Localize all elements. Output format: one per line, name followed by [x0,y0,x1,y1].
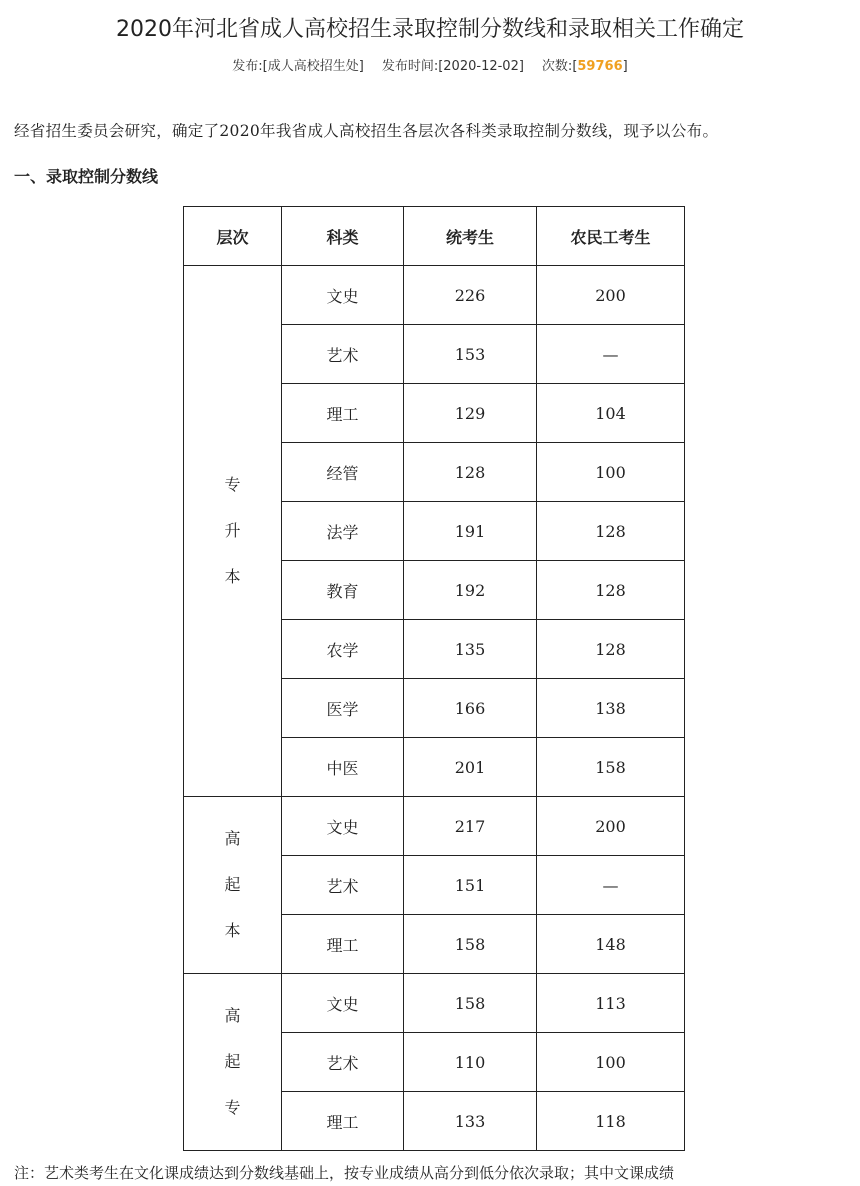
level-char: 专 [224,475,241,494]
migrant-score-cell: 100 [537,443,685,502]
regular-score-cell: 158 [404,974,537,1033]
migrant-score-cell: 113 [537,974,685,1033]
migrant-score-cell: 138 [537,679,685,738]
view-count-close: ] [622,59,628,74]
intro-paragraph: 经省招生委员会研究，确定了2020年我省成人高校招生各层次各科类录取控制分数线，现予以公布。 [14,122,719,140]
level-char: 起 [224,1052,241,1071]
section-heading: 一、录取控制分数线 [14,167,159,186]
migrant-score-cell: 118 [537,1092,685,1151]
migrant-score-cell: 128 [537,561,685,620]
regular-score-cell: 158 [404,915,537,974]
table-row [184,974,685,1033]
subject-cell: 法学 [282,502,404,561]
subject-cell: 文史 [282,797,404,856]
subject-cell: 理工 [282,915,404,974]
migrant-score-cell: 148 [537,915,685,974]
table-row [184,797,685,856]
regular-score-cell: 153 [404,325,537,384]
level-char: 专 [224,1098,241,1117]
level-cell [184,974,282,1151]
subject-cell: 艺术 [282,1033,404,1092]
header-subject: 科类 [282,207,404,266]
migrant-score-cell: — [537,856,685,915]
subject-cell: 理工 [282,1092,404,1151]
level-cell [184,266,282,797]
subject-cell: 艺术 [282,856,404,915]
regular-score-cell: 129 [404,384,537,443]
level-char: 高 [224,829,241,848]
migrant-score-cell: 200 [537,797,685,856]
view-count-open: [ [572,59,578,74]
article-meta [0,58,860,76]
article-title: 2020年河北省成人高校招生录取控制分数线和录取相关工作确定 [116,17,744,42]
level-char: 起 [224,875,241,894]
migrant-score-cell: 100 [537,1033,685,1092]
regular-score-cell: 201 [404,738,537,797]
subject-cell: 文史 [282,974,404,1033]
level-char: 本 [224,567,241,586]
regular-score-cell: 128 [404,443,537,502]
level-char: 本 [224,921,241,940]
migrant-score-cell: 158 [537,738,685,797]
subject-cell: 医学 [282,679,404,738]
header-migrant: 农民工考生 [537,207,685,266]
regular-score-cell: 191 [404,502,537,561]
header-level: 层次 [184,207,282,266]
view-count-label: 次数: [541,59,573,74]
score-table [183,206,685,1151]
publish-time-label: 发布时间: [381,59,439,74]
regular-score-cell: 151 [404,856,537,915]
subject-cell: 农学 [282,620,404,679]
regular-score-cell: 226 [404,266,537,325]
header-regular: 统考生 [404,207,537,266]
regular-score-cell: 217 [404,797,537,856]
table-body [184,266,685,1151]
footnote: 注：艺术类考生在文化课成绩达到分数线基础上，按专业成绩从高分到低分依次录取；其中文课成绩 [14,1164,675,1182]
regular-score-cell: 166 [404,679,537,738]
migrant-score-cell: 128 [537,502,685,561]
regular-score-cell: 110 [404,1033,537,1092]
subject-cell: 教育 [282,561,404,620]
subject-cell: 经管 [282,443,404,502]
table-row [184,266,685,325]
level-char: 升 [224,521,241,540]
regular-score-cell: 133 [404,1092,537,1151]
migrant-score-cell: 128 [537,620,685,679]
subject-cell: 中医 [282,738,404,797]
subject-cell: 理工 [282,384,404,443]
level-cell [184,797,282,974]
migrant-score-cell: 104 [537,384,685,443]
table-header-row [184,207,685,266]
regular-score-cell: 192 [404,561,537,620]
migrant-score-cell: 200 [537,266,685,325]
subject-cell: 艺术 [282,325,404,384]
migrant-score-cell: — [537,325,685,384]
publish-time-value: [2020-12-02] [438,59,524,74]
publisher-label: 发布: [232,59,263,74]
view-count: 59766 [577,59,623,74]
publisher-value: [成人高校招生处] [262,59,364,74]
regular-score-cell: 135 [404,620,537,679]
subject-cell: 文史 [282,266,404,325]
level-char: 高 [224,1006,241,1025]
